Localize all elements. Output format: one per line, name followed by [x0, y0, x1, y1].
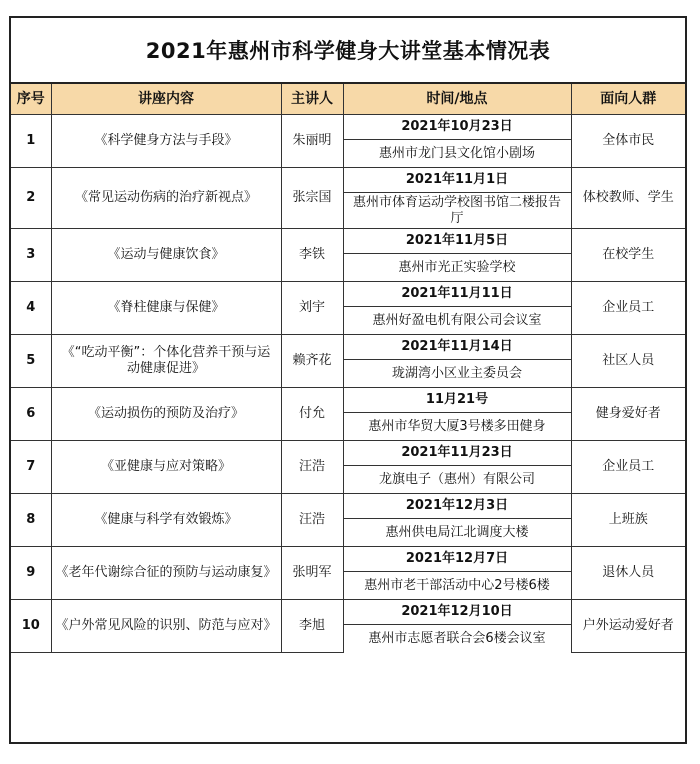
- row-audience: 在校学生: [571, 229, 685, 282]
- row-audience: 社区人员: [571, 335, 685, 388]
- row-speaker: 赖齐花: [281, 335, 343, 388]
- row-date: 2021年12月10日: [343, 600, 571, 625]
- row-speaker: 张明军: [281, 547, 343, 600]
- row-speaker: 汪浩: [281, 441, 343, 494]
- row-place: 珑湖湾小区业主委员会: [343, 360, 571, 388]
- row-seq: 4: [11, 282, 51, 335]
- row-topic: 《科学健身方法与手段》: [51, 115, 281, 168]
- table-row: [11, 229, 685, 254]
- row-topic: 《运动与健康饮食》: [51, 229, 281, 282]
- row-date: 2021年12月3日: [343, 494, 571, 519]
- row-seq: 7: [11, 441, 51, 494]
- row-audience: 体校教师、学生: [571, 168, 685, 229]
- row-audience: 退休人员: [571, 547, 685, 600]
- row-seq: 6: [11, 388, 51, 441]
- row-topic: 《脊柱健康与保健》: [51, 282, 281, 335]
- row-speaker: 汪浩: [281, 494, 343, 547]
- row-date: 11月21号: [343, 388, 571, 413]
- row-seq: 10: [11, 600, 51, 653]
- row-date: 2021年11月14日: [343, 335, 571, 360]
- row-place: 惠州好盈电机有限公司会议室: [343, 307, 571, 335]
- table-row: [11, 115, 685, 140]
- row-seq: 8: [11, 494, 51, 547]
- table-row: [11, 168, 685, 193]
- row-topic: 《健康与科学有效锻炼》: [51, 494, 281, 547]
- row-place: 龙旗电子（惠州）有限公司: [343, 466, 571, 494]
- lecture-table: [11, 84, 685, 653]
- row-topic: 《常见运动伤病的治疗新视点》: [51, 168, 281, 229]
- row-place: 惠州供电局江北调度大楼: [343, 519, 571, 547]
- row-topic: 《“吃动平衡”：个体化营养干预与运动健康促进》: [51, 335, 281, 388]
- row-place: 惠州市体育运动学校图书馆二楼报告厅: [343, 193, 571, 229]
- row-speaker: 刘宇: [281, 282, 343, 335]
- row-seq: 1: [11, 115, 51, 168]
- header-audience: 面向人群: [571, 84, 685, 115]
- row-speaker: 付允: [281, 388, 343, 441]
- row-seq: 2: [11, 168, 51, 229]
- row-audience: 全体市民: [571, 115, 685, 168]
- table-row: [11, 441, 685, 466]
- row-seq: 3: [11, 229, 51, 282]
- row-date: 2021年11月11日: [343, 282, 571, 307]
- table-row: [11, 547, 685, 572]
- row-topic: 《老年代谢综合征的预防与运动康复》: [51, 547, 281, 600]
- header-speaker: 主讲人: [281, 84, 343, 115]
- row-date: 2021年11月23日: [343, 441, 571, 466]
- table-row: [11, 494, 685, 519]
- row-topic: 《亚健康与应对策略》: [51, 441, 281, 494]
- row-audience: 健身爱好者: [571, 388, 685, 441]
- row-seq: 9: [11, 547, 51, 600]
- row-date: 2021年10月23日: [343, 115, 571, 140]
- page-title: 2021年惠州市科学健身大讲堂基本情况表: [11, 18, 685, 84]
- row-place: 惠州市龙门县文化馆小剧场: [343, 140, 571, 168]
- table-row: [11, 335, 685, 360]
- row-date: 2021年11月5日: [343, 229, 571, 254]
- table-row: [11, 282, 685, 307]
- row-place: 惠州市老干部活动中心2号楼6楼: [343, 572, 571, 600]
- header-seq: 序号: [11, 84, 51, 115]
- row-date: 2021年12月7日: [343, 547, 571, 572]
- row-place: 惠州市华贸大厦3号楼多田健身: [343, 413, 571, 441]
- row-audience: 企业员工: [571, 441, 685, 494]
- table-row: [11, 388, 685, 413]
- header-topic: 讲座内容: [51, 84, 281, 115]
- row-place: 惠州市光正实验学校: [343, 254, 571, 282]
- row-topic: 《户外常见风险的识别、防范与应对》: [51, 600, 281, 653]
- row-audience: 户外运动爱好者: [571, 600, 685, 653]
- row-place: 惠州市志愿者联合会6楼会议室: [343, 625, 571, 653]
- header-row: [11, 84, 685, 115]
- header-time-place: 时间/地点: [343, 84, 571, 115]
- row-speaker: 朱丽明: [281, 115, 343, 168]
- table-frame: [9, 16, 687, 744]
- row-date: 2021年11月1日: [343, 168, 571, 193]
- row-speaker: 李旭: [281, 600, 343, 653]
- row-audience: 上班族: [571, 494, 685, 547]
- table-row: [11, 600, 685, 625]
- row-speaker: 张宗国: [281, 168, 343, 229]
- row-topic: 《运动损伤的预防及治疗》: [51, 388, 281, 441]
- row-speaker: 李铁: [281, 229, 343, 282]
- row-audience: 企业员工: [571, 282, 685, 335]
- row-seq: 5: [11, 335, 51, 388]
